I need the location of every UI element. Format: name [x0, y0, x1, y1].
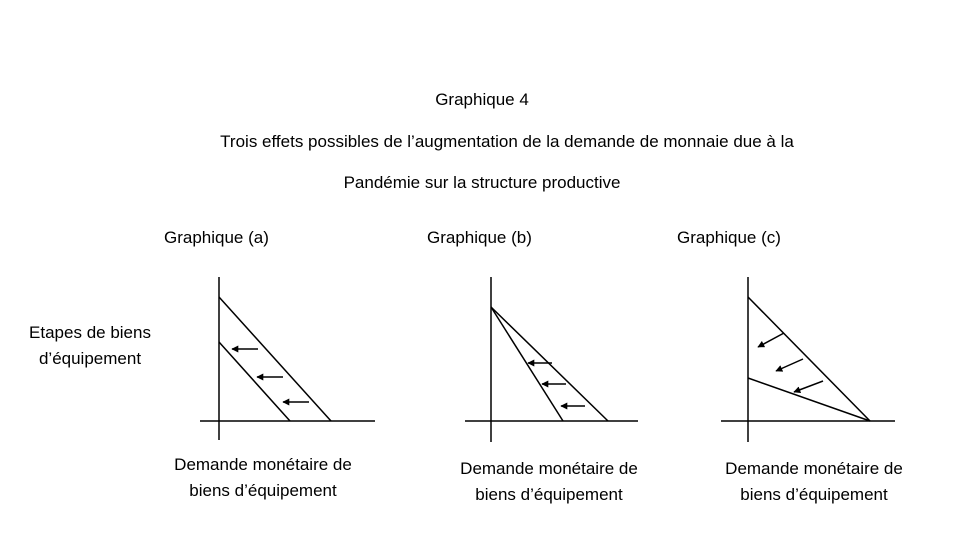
panel-c — [721, 277, 895, 442]
figure-title: Graphique 4 — [435, 90, 529, 109]
panel-c-arrow-2 — [776, 359, 803, 371]
panel-a-label: Graphique (a) — [164, 228, 269, 247]
panel-b-label: Graphique (b) — [427, 228, 532, 247]
panel-a-original-line — [219, 297, 331, 421]
panel-b-x-label-line-1: Demande monétaire de — [460, 459, 638, 478]
panel-a-shifted-line — [219, 342, 290, 421]
panel-c-x-label-line-1: Demande monétaire de — [725, 459, 903, 478]
panel-b-x-label-line-2: biens d’équipement — [475, 485, 623, 504]
figure-subtitle-line-1: Trois effets possibles de l’augmentation de la demande de monnaie due à la — [220, 132, 794, 151]
panel-c-original-line — [748, 297, 870, 421]
panel-c-arrow-1 — [758, 333, 784, 347]
panel-c-x-label-line-2: biens d’équipement — [740, 485, 888, 504]
panel-c-arrow-3 — [794, 381, 823, 392]
panel-a-x-label-line-1: Demande monétaire de — [174, 455, 352, 474]
y-axis-label-line-1: Etapes de biens — [29, 323, 151, 342]
panel-c-rotated-line — [748, 378, 870, 421]
panel-a — [200, 277, 375, 440]
figure-subtitle-line-2: Pandémie sur la structure productive — [343, 173, 621, 192]
panel-b-rotated-line — [491, 307, 563, 421]
panel-b-original-line — [491, 307, 608, 421]
panel-b — [465, 277, 638, 442]
panel-a-x-label-line-2: biens d’équipement — [189, 481, 337, 500]
panel-c-label: Graphique (c) — [677, 228, 781, 247]
y-axis-label-line-2: d’équipement — [38, 349, 142, 368]
